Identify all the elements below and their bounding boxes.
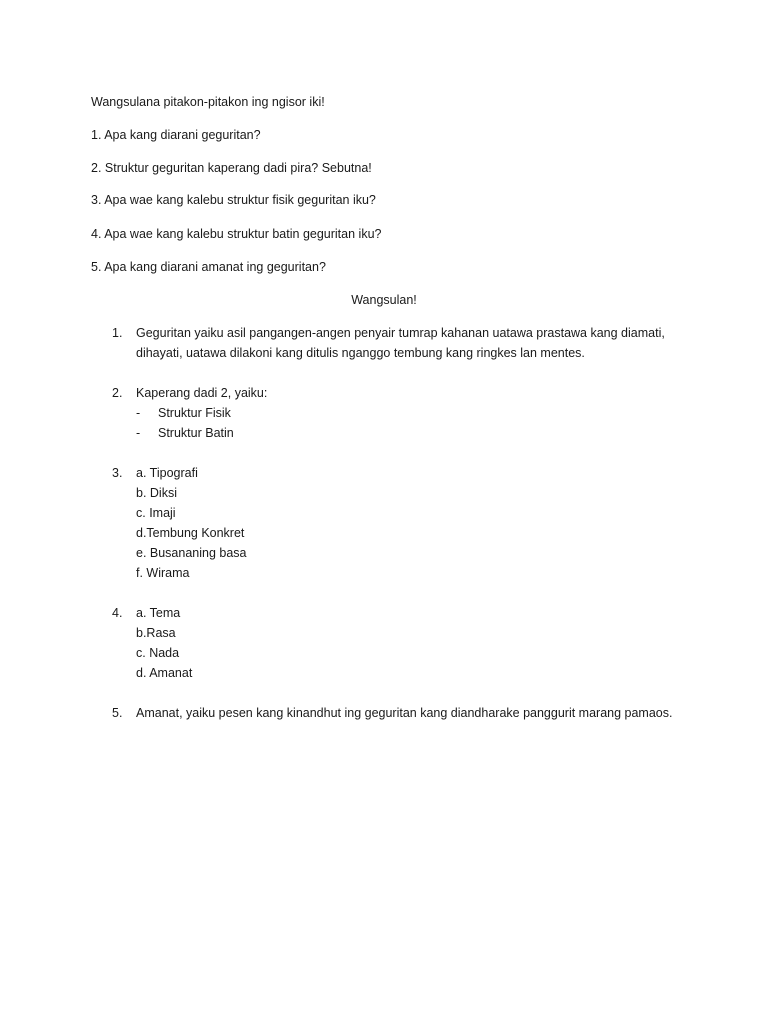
answer-4-line-1: a. Tema	[136, 606, 181, 620]
question-4: 4. Apa wae kang kalebu struktur batin geguritan iku?	[91, 227, 382, 241]
answer-5-line-1: Amanat, yaiku pesen kang kinandhut ing geguritan kang diandharake panggurit marang pamaos.	[136, 706, 673, 720]
answer-3-number: 3.	[112, 466, 123, 480]
answer-4-line-3: c. Nada	[136, 646, 180, 660]
answer-3-line-5: e. Busananing basa	[136, 546, 247, 560]
answer-1-line-1: Geguritan yaiku asil pangangen-angen penyair tumrap kahanan uatawa prastawa kang diamati,	[136, 326, 665, 340]
bullet-dash: -	[136, 406, 141, 420]
answer-3-line-4: d.Tembung Konkret	[136, 526, 245, 540]
answer-2-line-1: Kaperang dadi 2, yaiku:	[136, 386, 268, 400]
answer-2-number: 2.	[112, 386, 123, 400]
question-3: 3. Apa wae kang kalebu struktur fisik geguritan iku?	[91, 193, 376, 207]
answer-4-line-4: d. Amanat	[136, 666, 193, 680]
answer-1-number: 1.	[112, 326, 123, 340]
answers-heading: Wangsulan!	[351, 293, 417, 307]
answer-1-line-2: dihayati, uatawa dilakoni kang ditulis nganggo tembung kang ringkes lan mentes.	[136, 346, 585, 360]
answer-3-line-3: c. Imaji	[136, 506, 176, 520]
bullet-dash: -	[136, 426, 141, 440]
answer-5-number: 5.	[112, 706, 123, 720]
question-1: 1. Apa kang diarani geguritan?	[91, 128, 261, 142]
answer-2-bullet-2: Struktur Batin	[158, 426, 234, 440]
answer-3-line-1: a. Tipografi	[136, 466, 198, 480]
instruction-text: Wangsulana pitakon-pitakon ing ngisor iki!	[91, 95, 325, 109]
question-2: 2. Struktur geguritan kaperang dadi pira? Sebutna!	[91, 161, 372, 175]
answer-4-line-2: b.Rasa	[136, 626, 176, 640]
answer-2-bullet-1: Struktur Fisik	[158, 406, 231, 420]
answer-4-number: 4.	[112, 606, 123, 620]
question-5: 5. Apa kang diarani amanat ing geguritan?	[91, 260, 326, 274]
answer-3-line-2: b. Diksi	[136, 486, 177, 500]
answer-3-line-6: f. Wirama	[136, 566, 190, 580]
